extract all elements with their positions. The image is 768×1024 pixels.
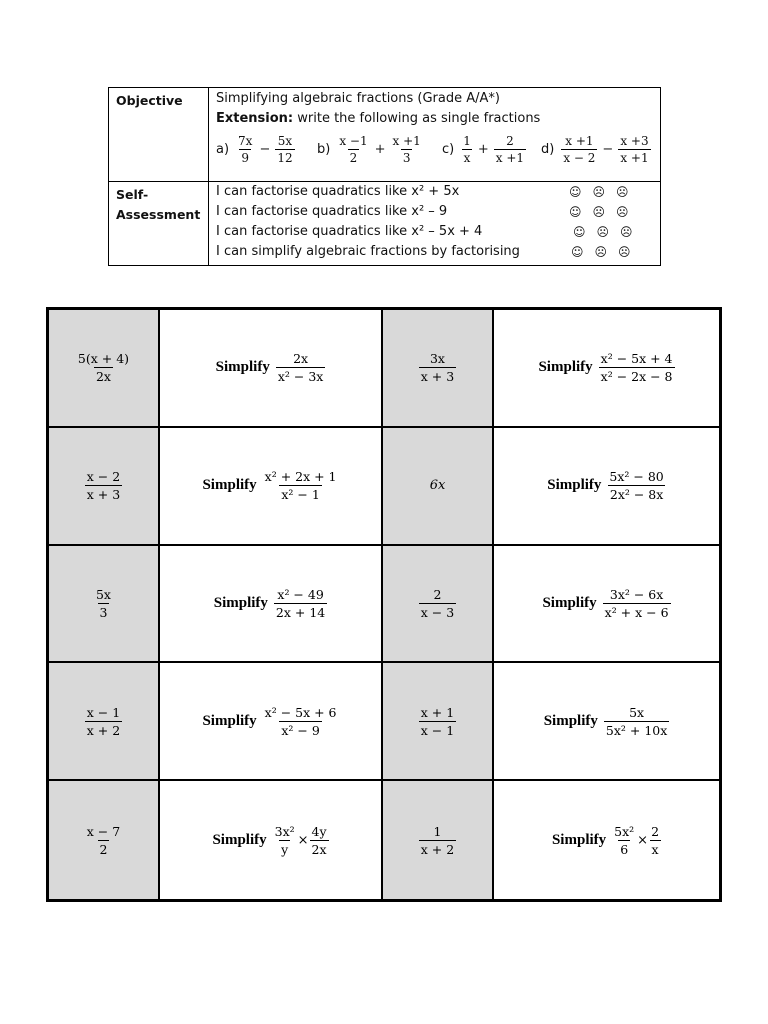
sad-face-icon[interactable]: ☹ <box>620 225 633 239</box>
denominator: 2 <box>349 150 358 165</box>
denominator: x + 2 <box>86 722 121 738</box>
fraction <box>494 134 526 165</box>
operator: − <box>259 141 271 157</box>
self-assessment-item <box>216 202 656 222</box>
numerator: x − 2 <box>86 469 121 485</box>
fraction <box>276 351 325 384</box>
answer-card[interactable] <box>49 310 160 428</box>
fraction <box>85 705 122 738</box>
self-assessment-statement: I can factorise quadratics like x² – 9 <box>216 204 448 219</box>
fraction <box>461 134 473 165</box>
sad-face-icon[interactable]: ☹ <box>618 245 631 259</box>
question-card[interactable] <box>160 663 383 781</box>
fraction <box>607 469 665 502</box>
fraction <box>85 469 122 502</box>
answer-card[interactable] <box>383 546 494 664</box>
answer-card[interactable] <box>49 781 160 899</box>
simplify-label: Simplify <box>542 594 597 611</box>
question-card[interactable] <box>494 428 719 546</box>
neutral-face-icon[interactable]: ☹ <box>594 245 608 259</box>
question-card[interactable] <box>160 781 383 899</box>
numerator: 5x <box>95 586 111 602</box>
fraction <box>599 351 675 384</box>
denominator: 2x + 14 <box>275 604 326 620</box>
self-assessment-label-line1: Self- <box>116 187 149 202</box>
self-assessment-item <box>216 182 656 202</box>
fraction <box>419 705 456 738</box>
numerator: 3x² − 6x <box>609 586 664 602</box>
numerator: 4y <box>311 823 327 839</box>
self-assessment-item <box>216 222 656 242</box>
denominator: x +1 <box>495 150 525 165</box>
extension-question-a <box>216 129 295 169</box>
fraction <box>274 587 327 620</box>
denominator: x + 2 <box>420 841 455 857</box>
numerator: x −1 <box>339 133 368 148</box>
numerator: 5x² − 80 <box>609 469 664 485</box>
smiley-icon[interactable]: ☺ <box>573 225 586 239</box>
denominator: y <box>281 841 289 857</box>
self-assessment-row <box>109 182 660 266</box>
self-assessment-list <box>216 182 656 262</box>
denominator: 2 <box>99 841 108 857</box>
numerator: 2 <box>651 823 660 839</box>
fraction <box>76 351 131 384</box>
operator: + <box>477 141 489 157</box>
answer-card[interactable] <box>49 663 160 781</box>
fraction <box>419 351 456 384</box>
smiley-icon[interactable]: ☺ <box>569 205 582 219</box>
objective-title: Simplifying algebraic fractions (Grade A/A*) <box>216 91 500 106</box>
fraction <box>649 824 661 857</box>
smiley-icon[interactable]: ☺ <box>571 245 584 259</box>
extension-line <box>216 109 656 129</box>
numerator: 3x² <box>274 823 295 839</box>
numerator: 5(x + 4) <box>77 351 130 367</box>
operator: + <box>374 141 386 157</box>
numerator: x² − 49 <box>277 586 324 602</box>
objective-row <box>109 88 660 182</box>
numerator: x +3 <box>620 133 649 148</box>
numerator: 3x <box>429 351 445 367</box>
numerator: 5x <box>629 704 645 720</box>
fraction <box>419 824 456 857</box>
denominator: x² − 1 <box>281 487 320 503</box>
answer-card[interactable] <box>383 428 494 546</box>
denominator: 2x² − 8x <box>609 487 664 503</box>
fraction <box>263 469 339 502</box>
rating-faces <box>569 202 629 222</box>
sad-face-icon[interactable]: ☹ <box>616 205 629 219</box>
extension-label: Extension: <box>216 111 294 126</box>
objective-table <box>108 87 661 266</box>
denominator: 6 <box>620 841 629 857</box>
numerator: x − 1 <box>86 704 121 720</box>
denominator: x − 3 <box>420 604 455 620</box>
fraction <box>603 587 671 620</box>
simplify-label: Simplify <box>551 831 607 848</box>
self-assessment-statement: I can factorise quadratics like x² + 5x <box>216 184 460 199</box>
rating-faces <box>571 242 631 262</box>
simplify-label: Simplify <box>202 712 257 729</box>
neutral-face-icon[interactable]: ☹ <box>592 185 606 199</box>
numerator: x +1 <box>565 133 594 148</box>
numerator: x − 7 <box>86 823 121 839</box>
fraction <box>618 134 650 165</box>
numerator: x² − 5x + 4 <box>600 351 673 367</box>
self-assessment-statement: I can simplify algebraic fractions by factorising <box>216 244 520 259</box>
simplify-label: Simplify <box>212 831 267 848</box>
denominator: x − 2 <box>563 150 596 165</box>
fraction <box>391 134 423 165</box>
denominator: x + 3 <box>420 369 455 385</box>
numerator: 2 <box>433 586 442 602</box>
simplify-label: Simplify <box>547 477 602 494</box>
neutral-face-icon[interactable]: ☹ <box>596 225 610 239</box>
fraction <box>337 134 369 165</box>
fraction <box>419 587 456 620</box>
denominator: 5x² + 10x <box>605 722 668 738</box>
fraction <box>263 705 339 738</box>
self-assessment-statement: I can factorise quadratics like x² – 5x + 4 <box>216 224 483 239</box>
fraction <box>310 824 329 857</box>
extension-question-b <box>317 129 423 169</box>
fraction <box>94 587 113 620</box>
fraction <box>561 134 597 165</box>
extension-question-c <box>442 129 526 169</box>
numerator: 7x <box>238 133 253 148</box>
numerator: 5x² <box>614 823 635 839</box>
rating-faces <box>569 182 629 202</box>
numerator: x +1 <box>392 133 421 148</box>
question-card[interactable] <box>160 310 383 428</box>
question-card[interactable] <box>494 663 719 781</box>
sad-face-icon[interactable]: ☹ <box>616 185 629 199</box>
simplify-label: Simplify <box>538 359 593 376</box>
self-assessment-item <box>216 242 656 262</box>
answer-card[interactable] <box>383 310 494 428</box>
question-b-label: b) <box>317 141 331 157</box>
neutral-face-icon[interactable]: ☹ <box>592 205 606 219</box>
answer-expression: 6x <box>429 478 446 494</box>
denominator: x − 1 <box>420 722 455 738</box>
numerator: 1 <box>433 823 442 839</box>
operator: × <box>637 832 649 848</box>
numerator: x² + 2x + 1 <box>264 469 337 485</box>
denominator: x +1 <box>620 150 649 165</box>
denominator: x <box>651 841 659 857</box>
denominator: 3 <box>99 604 108 620</box>
question-card[interactable] <box>494 310 719 428</box>
extension-instruction: write the following as single fractions <box>293 111 541 126</box>
extension-questions <box>216 129 656 169</box>
denominator: x + 3 <box>86 487 121 503</box>
numerator: x² − 5x + 6 <box>264 704 337 720</box>
question-c-label: c) <box>442 141 455 157</box>
answer-card[interactable] <box>49 428 160 546</box>
rating-faces <box>573 222 633 242</box>
question-card[interactable] <box>160 546 383 664</box>
denominator: 2x <box>95 369 111 385</box>
fraction <box>236 134 254 165</box>
fraction <box>273 824 297 857</box>
simplify-label: Simplify <box>215 359 270 376</box>
denominator: x <box>463 150 471 165</box>
fraction <box>612 824 636 857</box>
operator: × <box>297 832 309 848</box>
denominator: 3 <box>402 150 411 165</box>
numerator: 2x <box>293 351 309 367</box>
question-card[interactable] <box>494 546 719 664</box>
question-d-label: d) <box>541 141 555 157</box>
denominator: x² − 2x − 8 <box>600 369 673 385</box>
numerator: 5x <box>277 133 293 148</box>
operator: − <box>602 141 614 157</box>
objective-content <box>216 88 656 169</box>
denominator: 2x <box>311 841 327 857</box>
objective-label: Objective <box>109 88 209 181</box>
denominator: x² − 9 <box>281 722 320 738</box>
question-a-label: a) <box>216 141 230 157</box>
answer-card[interactable] <box>383 663 494 781</box>
denominator: x² + x − 6 <box>604 604 669 620</box>
question-card[interactable] <box>160 428 383 546</box>
simplify-label: Simplify <box>543 712 598 729</box>
denominator: 12 <box>277 150 293 165</box>
numerator: 2 <box>506 133 514 148</box>
numerator: x + 1 <box>420 704 455 720</box>
fraction <box>85 824 122 857</box>
smiley-icon[interactable]: ☺ <box>569 185 582 199</box>
simplify-label: Simplify <box>213 594 268 611</box>
self-assessment-label-line2: Assessment <box>116 207 201 222</box>
denominator: x² − 3x <box>277 369 324 385</box>
answer-card[interactable] <box>49 546 160 664</box>
question-card[interactable] <box>494 781 719 899</box>
numerator: 1 <box>463 133 471 148</box>
denominator: 9 <box>241 150 250 165</box>
self-assessment-label <box>109 182 209 266</box>
answer-card[interactable] <box>383 781 494 899</box>
card-sort-grid <box>46 307 722 902</box>
fraction <box>604 705 669 738</box>
simplify-label: Simplify <box>202 477 257 494</box>
fraction <box>275 134 294 165</box>
extension-question-d <box>541 129 651 169</box>
